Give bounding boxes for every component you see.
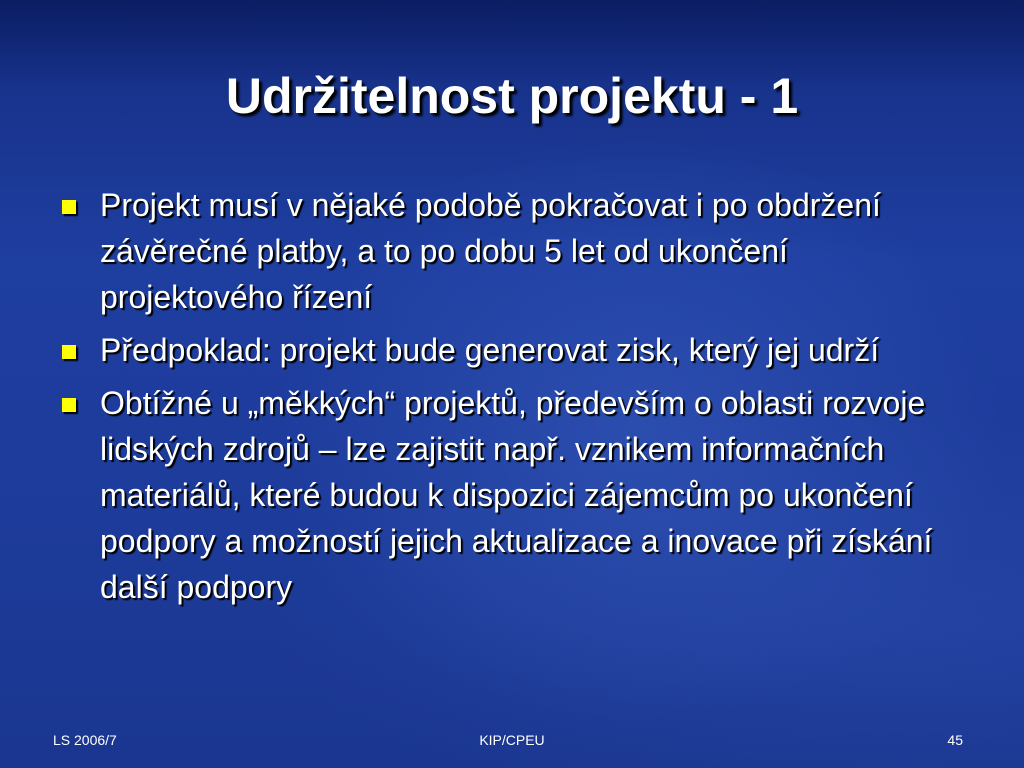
bullet-text: Obtížné u „měkkých“ projektů, především o oblasti rozvoje lidských zdrojů – lze zajistit např. vznikem informačních materiálů, které budou k dispozici zájemcům po ukončení podpory a možností jejich aktualizace a inovace při získání další podpory <box>100 385 933 605</box>
bullet-item <box>62 182 967 320</box>
footer-date: LS 2006/7 <box>53 732 117 748</box>
footer-course: KIP/CPEU <box>479 732 545 748</box>
bullet-list <box>62 182 967 617</box>
bullet-text: Předpoklad: projekt bude generovat zisk, který jej udrží <box>100 332 880 368</box>
square-bullet-icon <box>62 345 76 359</box>
bullet-text: Projekt musí v nějaké podobě pokračovat i po obdržení závěrečné platby, a to po dobu 5 let od ukončení projektového řízení <box>100 187 881 315</box>
bullet-item <box>62 327 967 373</box>
slide-title: Udržitelnost projektu - 1 <box>225 68 799 124</box>
bullet-item <box>62 380 967 610</box>
square-bullet-icon <box>62 398 76 412</box>
square-bullet-icon <box>62 200 76 214</box>
slide-number: 45 <box>947 732 963 748</box>
